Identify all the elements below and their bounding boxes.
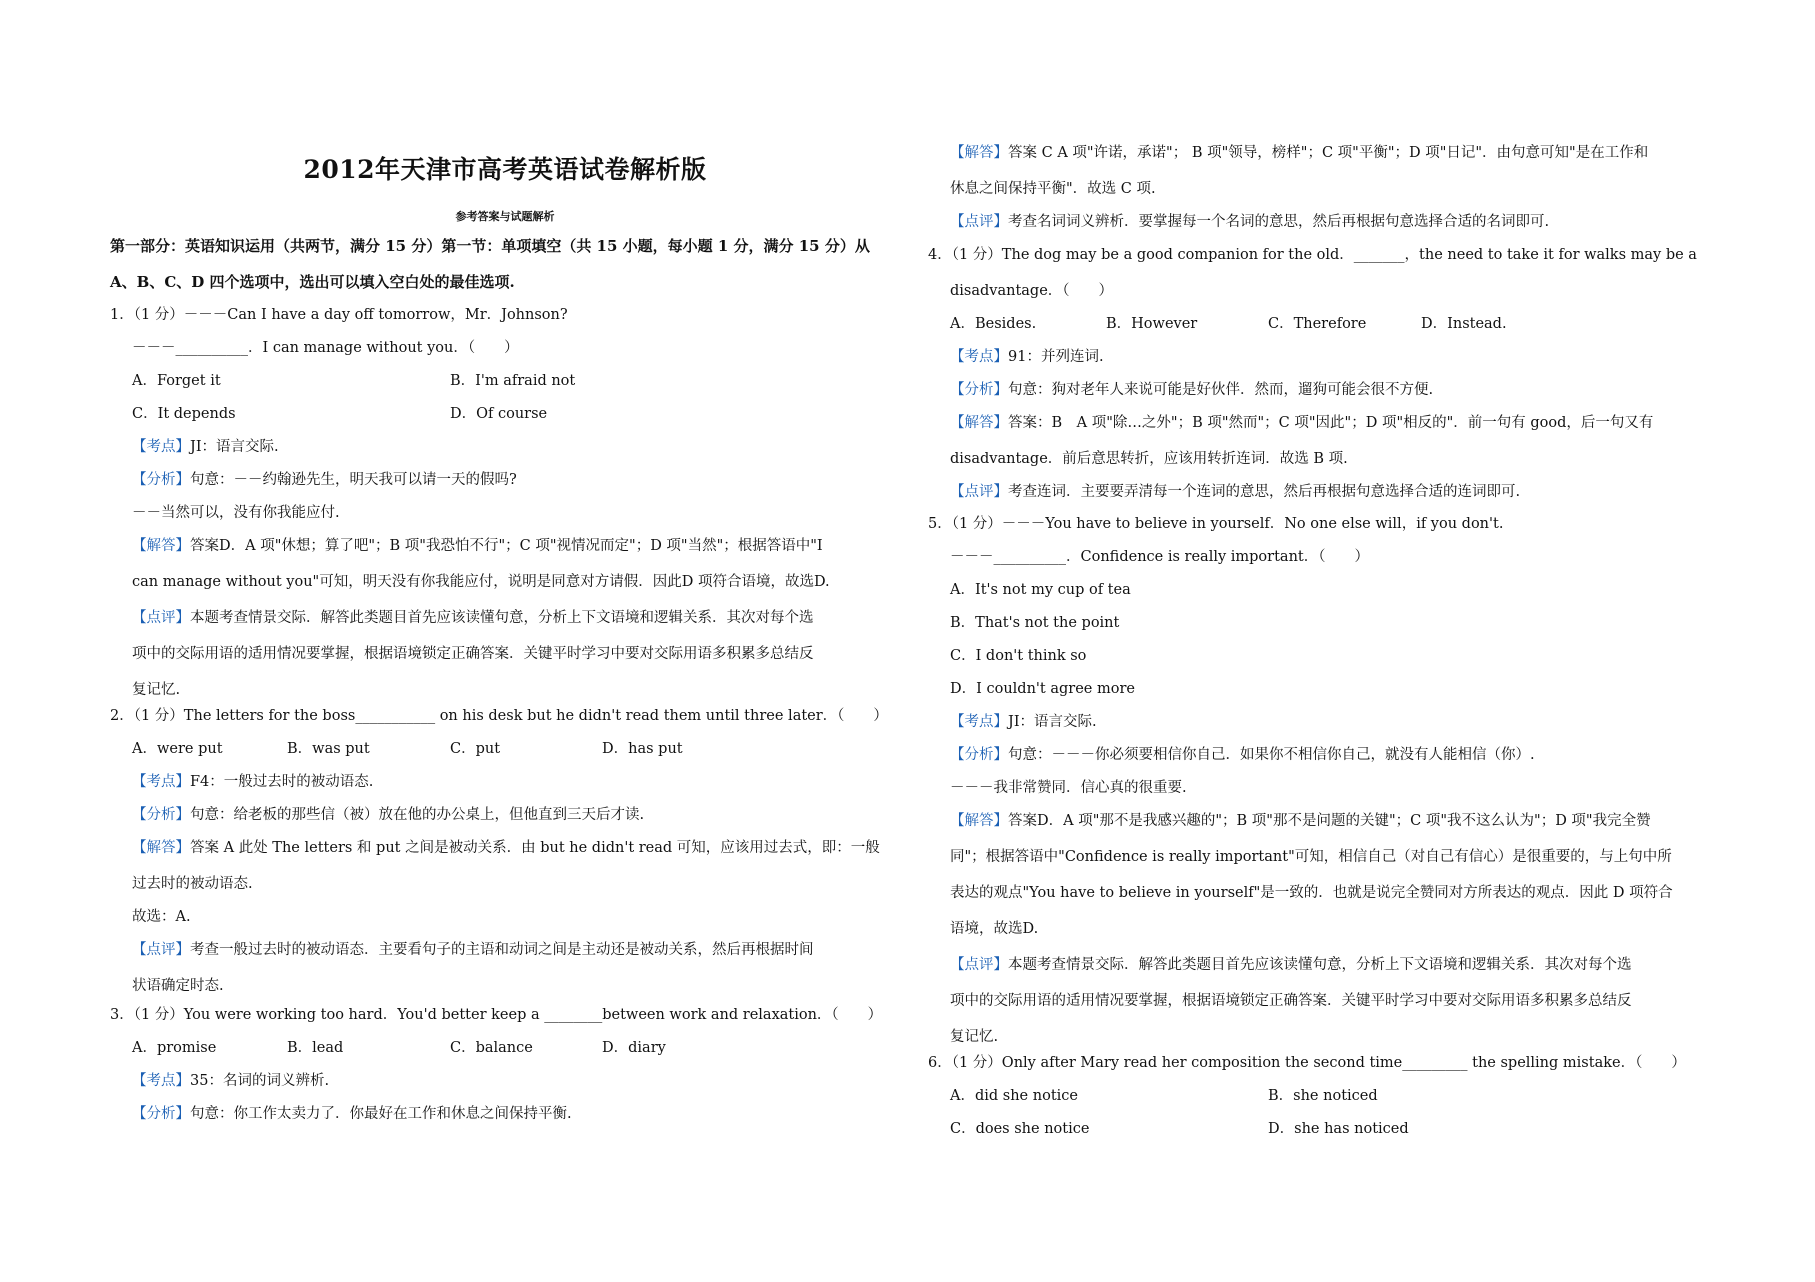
q1-kaodian [132, 437, 279, 457]
q4-kaodian [950, 347, 1104, 367]
jieda-tag: 【解答】 [950, 813, 1008, 829]
q5-jieda-text: 答案D．A 项"那不是我感兴趣的"；B 项"那不是问题的关键"；C 项"我不这么认为"；D 项"我完全赞 [1008, 813, 1651, 829]
q4-option-a: A．Besides. [950, 316, 1037, 332]
q3-dianping [950, 212, 1549, 232]
kaodian-tag: 【考点】 [132, 439, 190, 455]
q4-jieda-text: 答案：B A 项"除…之外"；B 项"然而"；C 项"因此"；D 项"相反的"．前一句有 good，后一句又有 [1008, 415, 1654, 431]
q3-option-d: D．diary [602, 1040, 666, 1056]
q6-option-b: B．she noticed [1268, 1088, 1378, 1104]
q2-option-c: C．put [450, 741, 501, 757]
kaodian-tag: 【考点】 [132, 1073, 190, 1089]
q6-option-c: C．does she notice [950, 1121, 1090, 1137]
q5-kaodian-text: JI：语言交际. [1008, 714, 1097, 730]
q5-option-a: A．It's not my cup of tea [950, 582, 1131, 598]
q2-jieda [132, 838, 880, 858]
q3-option-c: C．balance [450, 1040, 533, 1056]
dianping-tag: 【点评】 [950, 214, 1008, 230]
section-heading-line1: 第一部分：英语知识运用（共两节，满分 15 分）第一节：单项填空（共 15 小题，每小题 1 分，满分 15 分）从 [110, 237, 870, 255]
q2-dianping-text: 考查一般过去时的被动语态．主要看句子的主语和动词之间是主动还是被动关系，然后再根据时间 [190, 942, 814, 958]
q1-stem: 1．（1 分）－－－Can I have a day off tomorrow，Mr．Johnson? [110, 307, 568, 323]
dianping-tag: 【点评】 [132, 942, 190, 958]
q3-kaodian [132, 1071, 329, 1091]
q2-dianping-line2: 状语确定时态. [132, 978, 224, 994]
q2-stem: 2．（1 分）The letters for the boss___________ on his desk but he didn't read them until three later．（ ） [110, 708, 888, 724]
q3-dianping-text: 考查名词词义辨析．要掌握每一个名词的意思，然后再根据句意选择合适的名词即可. [1008, 214, 1550, 230]
jieda-tag: 【解答】 [950, 415, 1008, 431]
q1-option-b: B．I'm afraid not [450, 373, 576, 389]
q4-stem: 4．（1 分）The dog may be a good companion for the old．_______，the need to take it for walks may be a [928, 247, 1697, 263]
dianping-tag: 【点评】 [950, 484, 1008, 500]
kaodian-tag: 【考点】 [132, 774, 190, 790]
q3-jieda-text: 答案 C A 项"许诺，承诺"； B 项"领导，榜样"；C 项"平衡"；D 项"日记"．由句意可知"是在工作和 [1008, 145, 1649, 161]
q5-jieda [950, 811, 1651, 831]
q5-fenxi-text: 句意：－－－你必须要相信你自己．如果你不相信你自己，就没有人能相信（你）. [1008, 747, 1535, 763]
q4-kaodian-text: 91：并列连词. [1008, 349, 1104, 365]
q1-fenxi-line2: －－当然可以，没有你我能应付. [132, 505, 340, 521]
q2-dianping [132, 940, 814, 960]
q6-option-a: A．did she notice [950, 1088, 1078, 1104]
q5-option-d: D．I couldn't agree more [950, 681, 1135, 697]
q1-jieda-text: 答案D．A 项"休想；算了吧"；B 项"我恐怕不行"；C 项"视情况而定"；D 项"当然"；根据答语中"I [190, 538, 823, 554]
q5-dianping-line2: 项中的交际用语的适用情况要掌握，根据语境锁定正确答案．关键平时学习中要对交际用语多积累多总结反 [950, 993, 1632, 1009]
q5-option-b: B．That's not the point [950, 615, 1120, 631]
dianping-tag: 【点评】 [950, 957, 1008, 973]
q5-stem: 5．（1 分）－－－You have to believe in yourself．No one else will，if you don't. [928, 516, 1504, 532]
q3-option-a: A．promise [132, 1040, 217, 1056]
q1-jieda-line2: can manage without you"可知，明天没有你我能应付，说明是同意对方请假．因此D 项符合语境，故选D. [132, 574, 830, 590]
q5-dianping-line3: 复记忆. [950, 1029, 999, 1045]
q3-fenxi [132, 1104, 572, 1124]
q1-dianping [132, 608, 814, 628]
q2-jieda-text: 答案 A 此处 The letters 和 put 之间是被动关系．由 but he didn't read 可知，应该用过去式，即：一般 [190, 840, 880, 856]
q1-option-a: A．Forget it [132, 373, 221, 389]
q3-jieda-line2: 休息之间保持平衡"．故选 C 项. [950, 181, 1156, 197]
q3-fenxi-text: 句意：你工作太卖力了．你最好在工作和休息之间保持平衡. [190, 1106, 572, 1122]
q1-dianping-line2: 项中的交际用语的适用情况要掌握，根据语境锁定正确答案．关键平时学习中要对交际用语多积累多总结反 [132, 646, 814, 662]
q1-fenxi [132, 470, 517, 490]
page-subtitle: 参考答案与试题解析 [455, 210, 555, 223]
q2-kaodian [132, 772, 373, 792]
page-title: 2012年天津市高考英语试卷解析版 [303, 155, 707, 184]
q1-option-c: C．It depends [132, 406, 236, 422]
q4-option-c: C．Therefore [1268, 316, 1367, 332]
jieda-tag: 【解答】 [132, 538, 190, 554]
q1-dianping-line3: 复记忆. [132, 682, 181, 698]
fenxi-tag: 【分析】 [132, 472, 190, 488]
q2-jieda-line3: 故选：A. [132, 909, 191, 925]
q5-dianping [950, 955, 1632, 975]
left-column [110, 0, 900, 1282]
q4-dianping [950, 482, 1520, 502]
q4-stem-line2: disadvantage．（ ） [950, 283, 1114, 299]
q2-jieda-line2: 过去时的被动语态. [132, 876, 253, 892]
q2-option-a: A．were put [132, 741, 223, 757]
section-heading-line2: A、B、C、D 四个选项中，选出可以填入空白处的最佳选项. [110, 273, 515, 291]
q5-fenxi [950, 745, 1535, 765]
fenxi-tag: 【分析】 [132, 1106, 190, 1122]
q5-jieda-line4: 语境，故选D. [950, 921, 1039, 937]
q3-option-b: B．lead [287, 1040, 344, 1056]
q3-stem: 3．（1 分）You were working too hard．You'd better keep a ________between work and relaxation．（ ） [110, 1007, 883, 1023]
right-column [928, 0, 1718, 1282]
q2-fenxi [132, 805, 644, 825]
jieda-tag: 【解答】 [132, 840, 190, 856]
q1-fenxi-text: 句意：－－约翰逊先生，明天我可以请一天的假吗? [190, 472, 517, 488]
q2-fenxi-text: 句意：给老板的那些信（被）放在他的办公桌上，但他直到三天后才读. [190, 807, 645, 823]
q6-stem: 6．（1 分）Only after Mary read her composition the second time_________ the spelling mistake．（ ） [928, 1055, 1686, 1071]
q4-option-d: D．Instead. [1421, 316, 1507, 332]
q4-fenxi [950, 380, 1433, 400]
q1-option-d: D．Of course [450, 406, 548, 422]
q2-option-b: B．was put [287, 741, 370, 757]
kaodian-tag: 【考点】 [950, 714, 1008, 730]
q5-kaodian [950, 712, 1097, 732]
q4-option-b: B．However [1106, 316, 1198, 332]
q4-jieda-line2: disadvantage．前后意思转折，应该用转折连词．故选 B 项. [950, 451, 1348, 467]
q4-fenxi-text: 句意：狗对老年人来说可能是好伙伴．然而，遛狗可能会很不方便. [1008, 382, 1434, 398]
q5-jieda-line2: 同"；根据答语中"Confidence is really important"可知，相信自己（对自己有信心）是很重要的，与上句中所 [950, 849, 1672, 865]
q5-fenxi-line2: －－－我非常赞同．信心真的很重要. [950, 780, 1187, 796]
fenxi-tag: 【分析】 [950, 382, 1008, 398]
q1-kaodian-text: JI：语言交际. [190, 439, 279, 455]
q4-jieda [950, 413, 1653, 433]
fenxi-tag: 【分析】 [950, 747, 1008, 763]
q4-dianping-text: 考查连词．主要要弄清每一个连词的意思，然后再根据句意选择合适的连词即可. [1008, 484, 1521, 500]
jieda-tag: 【解答】 [950, 145, 1008, 161]
q3-jieda [950, 143, 1648, 163]
q5-jieda-line3: 表达的观点"You have to believe in yourself"是一致的．也就是说完全赞同对方所表达的观点．因此 D 项符合 [950, 885, 1673, 901]
q5-dianping-text: 本题考查情景交际．解答此类题目首先应该读懂句意，分析上下文语境和逻辑关系．其次对每个选 [1008, 957, 1632, 973]
q5-option-c: C．I don't think so [950, 648, 1087, 664]
q2-option-d: D．has put [602, 741, 683, 757]
kaodian-tag: 【考点】 [950, 349, 1008, 365]
q3-kaodian-text: 35：名词的词义辨析. [190, 1073, 330, 1089]
q5-stem2: －－－__________．Confidence is really important．（ ） [950, 549, 1369, 565]
q6-option-d: D．she has noticed [1268, 1121, 1409, 1137]
fenxi-tag: 【分析】 [132, 807, 190, 823]
q1-jieda [132, 536, 823, 556]
q1-stem2: －－－__________．I can manage without you．（ ） [132, 340, 519, 356]
q2-kaodian-text: F4：一般过去时的被动语态. [190, 774, 374, 790]
dianping-tag: 【点评】 [132, 610, 190, 626]
q1-dianping-text: 本题考查情景交际．解答此类题目首先应该读懂句意，分析上下文语境和逻辑关系．其次对每个选 [190, 610, 814, 626]
